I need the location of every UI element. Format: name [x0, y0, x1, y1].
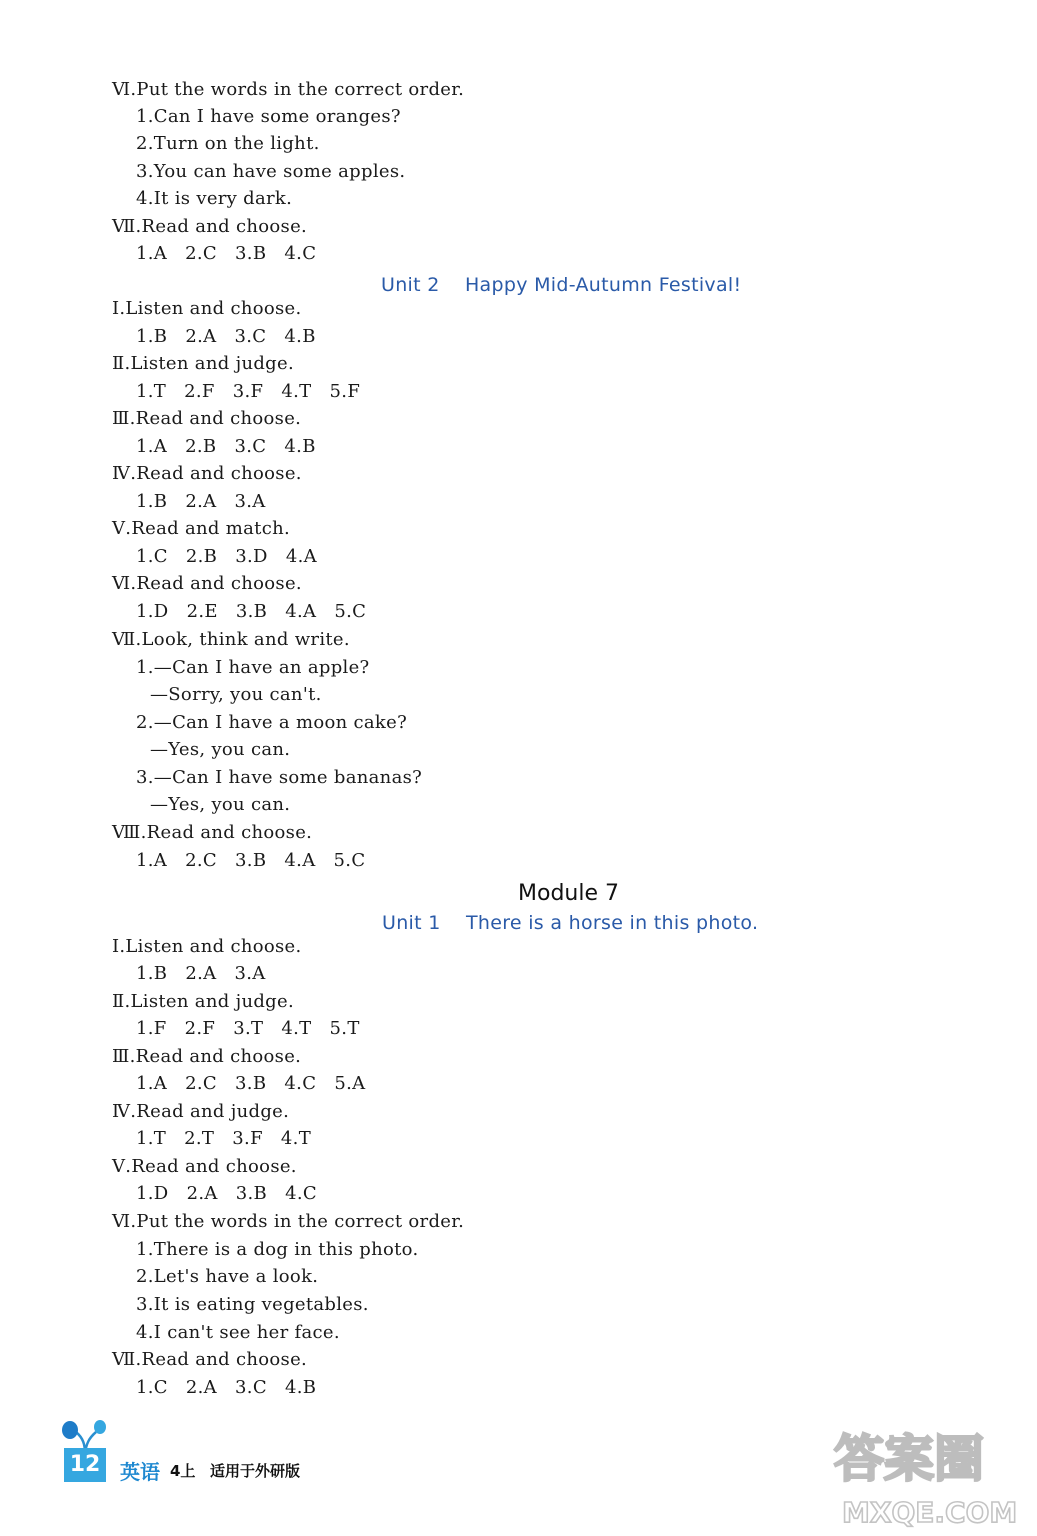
- answer-line: 1.A 2.C 3.B 4.C: [136, 243, 317, 264]
- section-heading: Ⅰ.Listen and choose.: [112, 298, 302, 319]
- dialogue-question: 3.—Can I have some bananas?: [136, 767, 423, 788]
- page-number: 12: [64, 1448, 106, 1482]
- svg-text:MXQE.COM: MXQE.COM: [842, 1496, 1018, 1529]
- answer-line: 1.D 2.A 3.B 4.C: [136, 1183, 317, 1204]
- section-heading: Ⅵ.Put the words in the correct order.: [112, 79, 465, 100]
- answer-line: 1.A 2.C 3.B 4.A 5.C: [136, 850, 366, 871]
- watermark-logo: [828, 1412, 1028, 1532]
- answer-line: 4.I can't see her face.: [136, 1322, 340, 1343]
- footer-edition: 适用于外研版: [210, 1462, 301, 1480]
- footer-grade: 4上: [170, 1462, 196, 1480]
- dialogue-question: 1.—Can I have an apple?: [136, 657, 370, 678]
- answer-line: 1.A 2.B 3.C 4.B: [136, 436, 316, 457]
- answer-line: 1.B 2.A 3.A: [136, 963, 266, 984]
- dialogue-reply: —Yes, you can.: [150, 739, 291, 760]
- answer-line: 1.D 2.E 3.B 4.A 5.C: [136, 601, 367, 622]
- answer-line: 3.You can have some apples.: [136, 161, 406, 182]
- answer-line: 3.It is eating vegetables.: [136, 1294, 369, 1315]
- section-heading: Ⅶ.Look, think and write.: [112, 629, 350, 650]
- svg-text:答案圈: 答案圈: [834, 1430, 984, 1488]
- section-heading: Ⅵ.Read and choose.: [112, 573, 302, 594]
- section-heading: Ⅶ.Read and choose.: [112, 216, 308, 237]
- answer-line: 2.Turn on the light.: [136, 133, 320, 154]
- section-heading: Ⅵ.Put the words in the correct order.: [112, 1211, 465, 1232]
- answer-line: 1.C 2.B 3.D 4.A: [136, 546, 317, 567]
- page-footer: [58, 1418, 358, 1498]
- section-heading: Ⅳ.Read and choose.: [112, 463, 302, 484]
- section-heading: Ⅳ.Read and judge.: [112, 1101, 290, 1122]
- answer-line: 4.It is very dark.: [136, 188, 293, 209]
- dialogue-reply: —Yes, you can.: [150, 794, 291, 815]
- section-heading: Ⅷ.Read and choose.: [112, 822, 313, 843]
- dialogue-question: 2.—Can I have a moon cake?: [136, 712, 408, 733]
- module-title: Module 7: [518, 881, 619, 906]
- section-heading: Ⅱ.Listen and judge.: [112, 991, 294, 1012]
- answer-line: 1.C 2.A 3.C 4.B: [136, 1377, 317, 1398]
- answer-line: 1.Can I have some oranges?: [136, 106, 401, 127]
- section-heading: Ⅴ.Read and match.: [112, 518, 290, 539]
- dialogue-reply: —Sorry, you can't.: [150, 684, 322, 705]
- answer-line: 1.B 2.A 3.C 4.B: [136, 326, 316, 347]
- section-heading: Ⅱ.Listen and judge.: [112, 353, 294, 374]
- unit-title: Unit 1 There is a horse in this photo.: [382, 912, 759, 934]
- section-heading: Ⅲ.Read and choose.: [112, 1046, 302, 1067]
- section-heading: Ⅲ.Read and choose.: [112, 408, 302, 429]
- section-heading: Ⅶ.Read and choose.: [112, 1349, 308, 1370]
- footer-subject: 英语: [120, 1460, 160, 1484]
- answer-line: 1.A 2.C 3.B 4.C 5.A: [136, 1073, 366, 1094]
- section-heading: Ⅴ.Read and choose.: [112, 1156, 297, 1177]
- answer-line: 1.F 2.F 3.T 4.T 5.T: [136, 1018, 360, 1039]
- answer-line: 1.There is a dog in this photo.: [136, 1239, 419, 1260]
- unit-title: Unit 2 Happy Mid-Autumn Festival!: [381, 274, 742, 296]
- answer-line: 2.Let's have a look.: [136, 1266, 319, 1287]
- section-heading: Ⅰ.Listen and choose.: [112, 936, 302, 957]
- answer-line: 1.B 2.A 3.A: [136, 491, 266, 512]
- answer-line: 1.T 2.T 3.F 4.T: [136, 1128, 311, 1149]
- answer-line: 1.T 2.F 3.F 4.T 5.F: [136, 381, 361, 402]
